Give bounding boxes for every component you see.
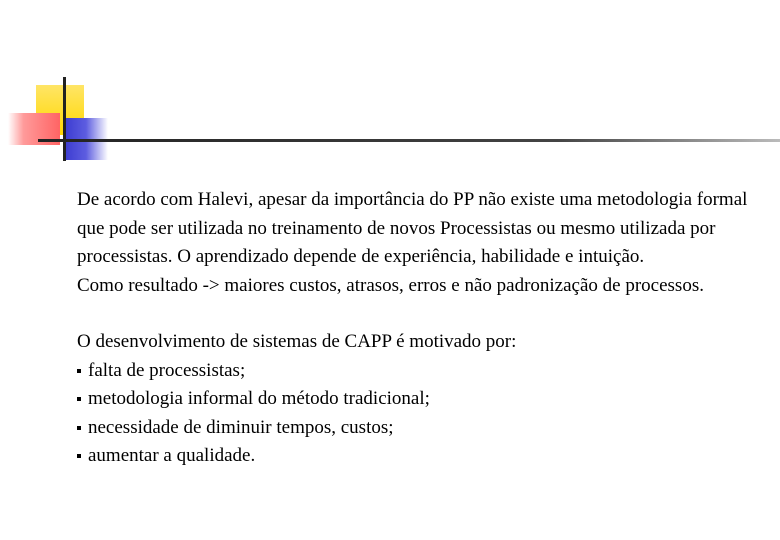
bullet-square-icon	[77, 369, 81, 373]
paragraph-intro: De acordo com Halevi, apesar da importância do PP não existe uma metodologia formal que pode ser utilizada no treinamento de novos Processistas ou mesmo utilizada por processistas. O aprendizado depende de experiência, habilidade e intuição.	[77, 189, 748, 267]
bullet-square-icon	[77, 454, 81, 458]
list-item	[77, 414, 767, 443]
list-intro: O desenvolvimento de sistemas de CAPP é motivado por:	[77, 331, 517, 352]
list-item	[77, 385, 767, 414]
list-item	[77, 357, 767, 386]
horizontal-rule	[38, 139, 780, 142]
paragraph-result: Como resultado -> maiores custos, atrasos, erros e não padronização de processos.	[77, 274, 704, 296]
list-item-text: necessidade de diminuir tempos, custos;	[88, 416, 394, 438]
vertical-rule	[63, 77, 66, 161]
paragraph-gap	[77, 300, 767, 328]
slide-body	[77, 186, 767, 471]
slide-decoration	[0, 0, 780, 170]
bullet-square-icon	[77, 397, 81, 401]
list-item-text: metodologia informal do método tradicional;	[88, 388, 430, 409]
bullet-square-icon	[77, 426, 81, 430]
list-item-text: falta de processistas;	[88, 359, 246, 381]
bullet-list	[77, 357, 767, 471]
list-item	[77, 442, 767, 471]
list-item-text: aumentar a qualidade.	[88, 445, 256, 466]
